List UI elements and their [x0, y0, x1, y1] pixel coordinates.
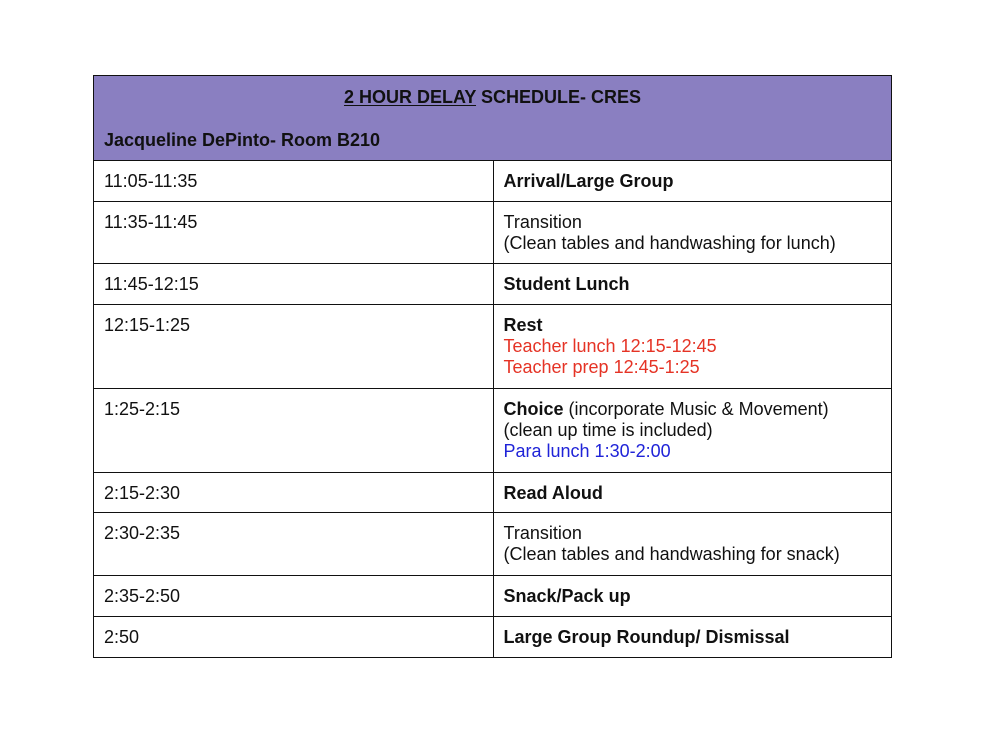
table-row: [94, 305, 892, 389]
activity-label: Transition: [503, 523, 582, 543]
activity-cell: [493, 305, 892, 389]
activity-detail: (Clean tables and handwashing for snack): [503, 544, 840, 564]
time-cell: 11:05-11:35: [94, 161, 494, 202]
activity-label: Choice: [503, 399, 564, 419]
teacher-lunch-note: Teacher lunch 12:15-12:45: [503, 336, 717, 356]
activity-cell: [493, 473, 892, 513]
table-row: [94, 389, 892, 473]
activity-cell: [493, 576, 892, 617]
time-cell: 2:30-2:35: [94, 513, 494, 576]
table-row: [94, 161, 892, 202]
schedule-table: [93, 75, 892, 658]
activity-extra: (incorporate Music & Movement): [563, 399, 829, 419]
activity-label: Read Aloud: [503, 483, 603, 503]
time-cell: 11:45-12:15: [94, 264, 494, 305]
activity-cell: [493, 202, 892, 264]
table-row: [94, 513, 892, 576]
activity-label: Snack/Pack up: [503, 586, 631, 606]
table-row: [94, 264, 892, 305]
activity-cell: [493, 264, 892, 305]
activity-cell: [493, 513, 892, 576]
teacher-room: Jacqueline DePinto- Room B210: [104, 130, 381, 150]
para-lunch-note: Para lunch 1:30-2:00: [503, 441, 671, 461]
time-cell: 2:35-2:50: [94, 576, 494, 617]
table-row: [94, 576, 892, 617]
activity-label: Student Lunch: [503, 274, 630, 294]
activity-cell: [493, 617, 892, 658]
table-row: [94, 617, 892, 658]
activity-line: [504, 399, 882, 420]
table-row: [94, 202, 892, 264]
activity-label: Transition: [503, 212, 582, 232]
time-cell: 1:25-2:15: [94, 389, 494, 473]
table-header-row: [94, 76, 892, 161]
activity-cell: [493, 161, 892, 202]
activity-label: Rest: [503, 315, 543, 335]
time-cell: 12:15-1:25: [94, 305, 494, 389]
header-cell: [94, 76, 892, 161]
title-underlined: 2 HOUR DELAY: [343, 87, 477, 107]
schedule-title: [94, 87, 891, 108]
activity-detail: (clean up time is included): [503, 420, 713, 440]
time-cell: 2:50: [94, 617, 494, 658]
table-row: [94, 473, 892, 513]
teacher-prep-note: Teacher prep 12:45-1:25: [503, 357, 700, 377]
time-cell: 11:35-11:45: [94, 202, 494, 264]
time-cell: 2:15-2:30: [94, 473, 494, 513]
title-rest: SCHEDULE- CRES: [476, 87, 642, 107]
activity-detail: (Clean tables and handwashing for lunch): [503, 233, 836, 253]
activity-cell: [493, 389, 892, 473]
activity-label: Arrival/Large Group: [503, 171, 674, 191]
activity-label: Large Group Roundup/ Dismissal: [503, 627, 790, 647]
